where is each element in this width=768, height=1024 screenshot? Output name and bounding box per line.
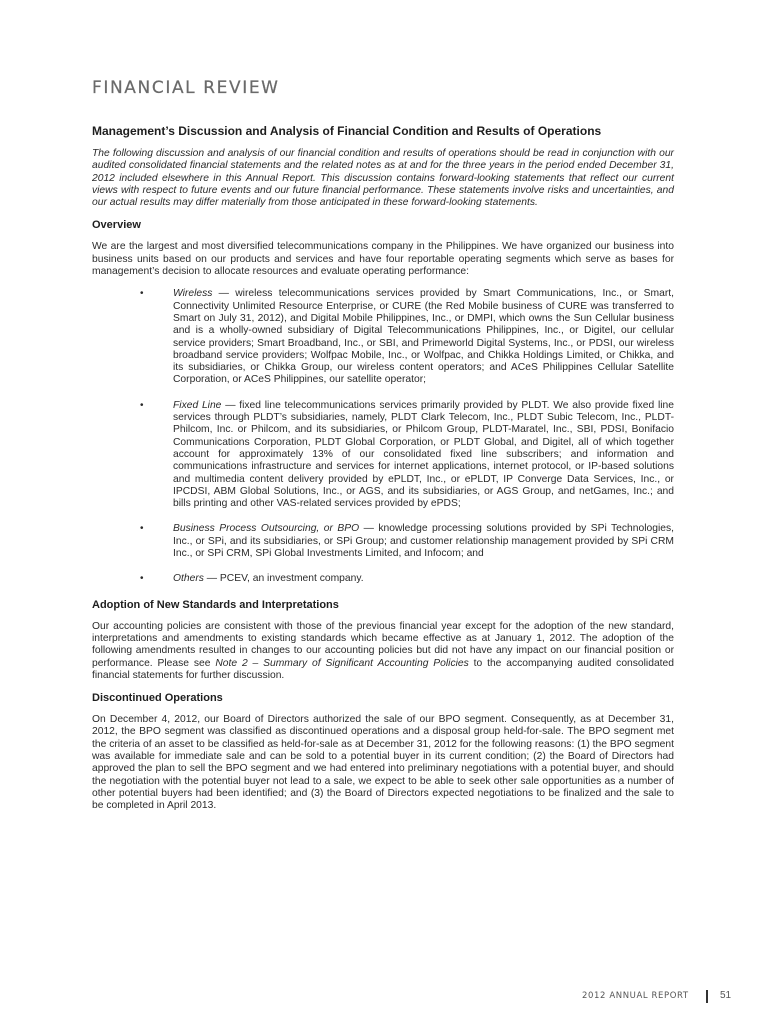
mdna-intro-paragraph: The following discussion and analysis of our financial condition and results of operations should be read in conjunction with our audited consolidated financial statements and the related notes as at and for the three years in the period ended December 31, 2012 included elsewhere in this Annual Report. This discussion contains forward-looking statements that reflect our current views with respect to future events and our future financial performance. These statements involve risks and uncertainties, and our actual results may differ materially from those anticipated in these forward-looking statements. — [92, 148, 674, 209]
segment-description: — fixed line telecommunications services primarily provided by PLDT. We also provide fixed line services through PLDT’s subsidiaries, namely, PLDT Clark Telecom, Inc., PLDT Subic Telecom, Inc., PLDT-Philcom, Inc. or Philcom, and its subsidiaries, or Philcom Group, PLDT-Maratel, Inc., SBI, PDSI, Bonifacio Communications Corporation, PLDT Global Corporation, or PLDT Global, and Digitel, all of which together account for approximately 13% of our consolidated fixed line subscribers; and information and communications infrastructure and services for internet applications, internet protocol, or IP-based solutions and multimedia content delivery provided by ePLDT, Inc., or ePLDT, IP Converge Data Services, Inc., or IPCDSI, ABM Global Solutions, Inc., or AGS, and its subsidiaries, or AGS Group, and netGames, Inc.; and bills printing and other VAS-related services provided by ePDS; — [173, 399, 674, 510]
segment-description: — PCEV, an investment company. — [203, 573, 364, 585]
segment-term: Business Process Outsourcing, or BPO — [173, 523, 360, 535]
segment-item-wireless — [92, 288, 674, 386]
overview-paragraph: We are the largest and most diversified telecommunications company in the Philippines. We have organized our business into business units based on our products and services and have four reportable operating segments which serve as bases for management’s decision to allocate resources and evaluate operating performance: — [92, 241, 674, 278]
bullet-icon: • — [140, 288, 144, 300]
adoption-paragraph — [92, 621, 674, 682]
page-number: 51 — [720, 990, 732, 1001]
page-footer — [560, 990, 740, 1004]
adoption-text-after: to the accompanying audited consolidated financial statements for further discussion. — [92, 657, 674, 681]
segment-item-bpo — [92, 523, 674, 560]
segment-description: — wireless telecommunications services provided by Smart Communications, Inc., or Smart, Connectivity Unlimited Resource Enterprise, or CURE (the Red Mobile business of CURE was transferred to Smart on July 31, 2012), and Digital Mobile Philippines, Inc., or DMPI, which owns the Sun Cellular business and is a wholly-owned subsidiary of Digital Telecommunications Philippines, Inc., or Digitel, our cellular service providers; Smart Broadband, Inc., or SBI, and Primeworld Digital Systems, Inc., or PDSI, our wireless broadband service providers; Wolfpac Mobile, Inc., or Wolfpac, and Chikka Holdings Limited, or Chikka, and its subsidiaries, or Chikka Group, our wireless content operators; and ACeS Philippines Cellular Satellite Corporation, or ACeS Philippines, our satellite operator; — [173, 288, 674, 386]
discontinued-heading: Discontinued Operations — [92, 692, 223, 705]
segment-description: — knowledge processing solutions provided by SPi Technologies, Inc., or SPi, and its subsidiaries, or SPi Group; and customer relationship management provided by SPi CRM Inc., or SPi CRM, SPi Global Investments Limited, and Infocom; and — [173, 523, 674, 560]
segment-item-fixed-line — [92, 400, 674, 511]
page-content — [92, 78, 674, 822]
bullet-icon: • — [140, 573, 144, 585]
mdna-heading: Management’s Discussion and Analysis of Financial Condition and Results of Operations — [92, 124, 602, 138]
discontinued-paragraph: On December 4, 2012, our Board of Directors authorized the sale of our BPO segment. Consequently, as at December 31, 2012, the BPO segment was classified as discontinued operations and a disposal group held-for-sale. The BPO segment met the criteria of an asset to be classified as held-for-sale as at December 31, 2012 for the following reasons: (1) the BPO segment was available for immediate sale and can be sold to a potential buyer in its current condition; (2) the Board of Directors had approved the plan to sell the BPO segment and we had entered into preliminary negotiations with a potential buyer, and should the negotiation with the potential buyer not lead to a sale, we expect to be able to seek other sale opportunities as a number of other potential buyers had been identified; and (3) the Board of Directors expected negotiations to be finalized and the sale to be completed in April 2013. — [92, 714, 674, 812]
segment-term: Wireless — [173, 288, 213, 300]
bullet-icon: • — [140, 523, 144, 535]
adoption-heading: Adoption of New Standards and Interpretations — [92, 598, 339, 611]
adoption-text-before: Our accounting policies are consistent with those of the previous financial year except for the adoption of the new standard, interpretations and amendments to existing standards which became effective as at January 1, 2012. The adoption of the following amendments resulted in changes to our accounting policies but did not have any impact on our financial position or performance. Please see — [92, 620, 674, 669]
note-reference: Note 2 – Summary of Significant Accounting Policies — [215, 657, 469, 669]
overview-heading: Overview — [92, 219, 141, 232]
section-title: FINANCIAL REVIEW — [92, 78, 280, 98]
segment-term: Fixed Line — [173, 399, 222, 411]
footer-divider — [706, 990, 708, 1003]
segment-list — [92, 288, 674, 585]
segment-term: Others — [173, 573, 204, 585]
bullet-icon: • — [140, 399, 144, 411]
segment-item-others — [92, 573, 674, 585]
report-label: 2012 ANNUAL REPORT — [582, 991, 689, 1001]
